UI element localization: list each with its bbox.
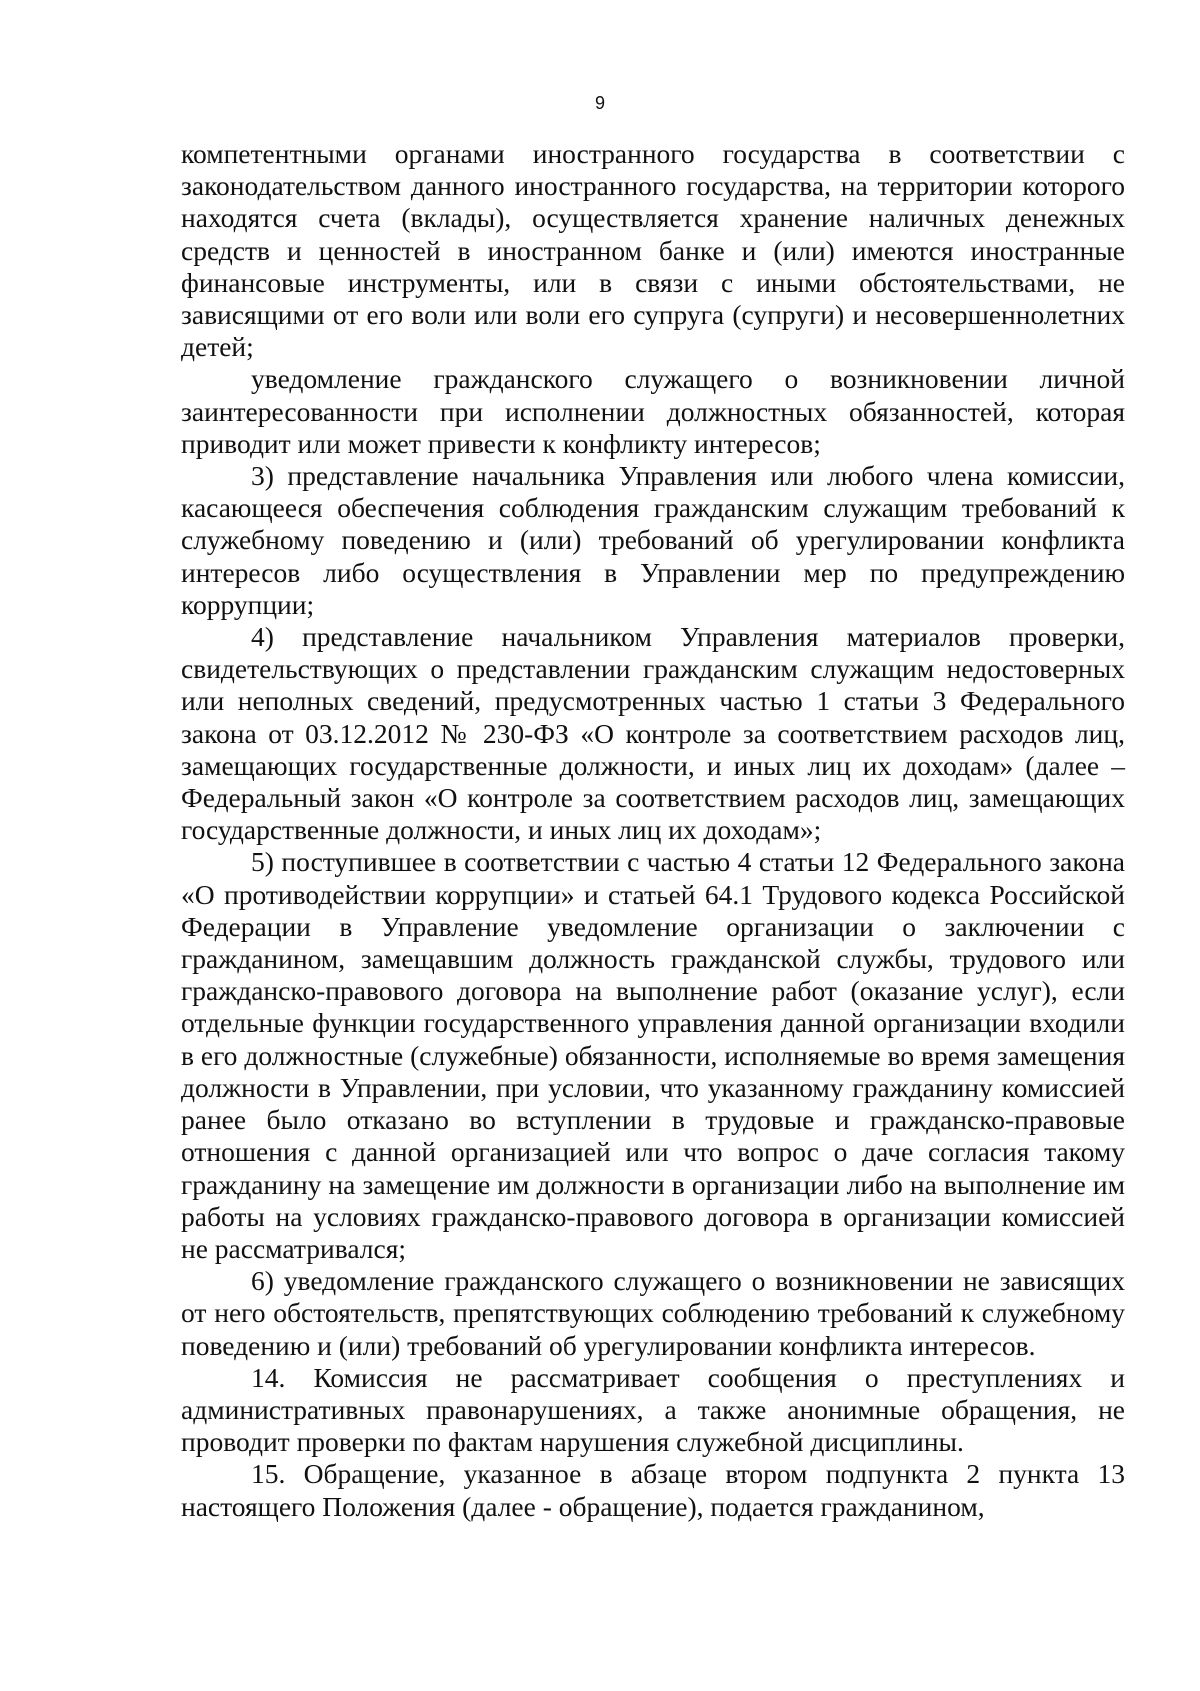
paragraph-item-6: 6) уведомление гражданского служащего о возникновении не зависящих от него обстоятельств, препятствующих соблюдению требований к служебному поведению и (или) требований об урегулировании конфликта интересов. xyxy=(181,1265,1125,1361)
paragraph-clause-15: 15. Обращение, указанное в абзаце втором подпункта 2 пункта 13 настоящего Положения (далее - обращение), подается гражданином, xyxy=(181,1458,1125,1522)
paragraph-clause-14: 14. Комиссия не рассматривает сообщения о преступлениях и административных правонарушениях, а также анонимные обращения, не проводит проверки по фактам нарушения служебной дисциплины. xyxy=(181,1361,1125,1458)
paragraph-conflict-notice: уведомление гражданского служащего о возникновении личной заинтересованности при исполнении должностных обязанностей, которая приводит или может привести к конфликту интересов; xyxy=(181,363,1125,459)
paragraph-item-5: 5) поступившее в соответствии с частью 4 статьи 12 Федерального закона «О противодействии коррупции» и статьей 64.1 Трудового кодекса Российской Федерации в Управление уведомление организации о заключении с гражданином, замещавшим должность гражданской службы, трудового или гражданско-правового договора на выполнение работ (оказание услуг), если отдельные функции государственного управления данной организации входили в его должностные (служебные) обязанности, исполняемые во время замещения должности в Управлении, при условии, что указанному гражданину комиссией ранее было отказано во вступлении в трудовые и гражданско-правовые отношения с данной организацией или что вопрос о даче согласия такому гражданину на замещение им должности в организации либо на выполнение им работы на условиях гражданско-правового договора в организации комиссией не рассматривался; xyxy=(181,846,1125,1264)
paragraph-continuation: компетентными органами иностранного государства в соответствии с законодательством данного иностранного государства, на территории которого находятся счета (вклады), осуществляется хранение наличных денежных средств и ценностей в иностранном банке и (или) имеются иностранные финансовые инструменты, или в связи с иными обстоятельствами, не зависящими от его воли или воли его супруга (супруги) и несовершеннолетних детей; xyxy=(181,138,1125,363)
document-body xyxy=(181,138,1125,1523)
paragraph-item-4: 4) представление начальником Управления материалов проверки, свидетельствующих о представлении гражданским служащим недостоверных или неполных сведений, предусмотренных частью 1 статьи 3 Федерального закона от 03.12.2012 № 230-ФЗ «О контроле за соответствием расходов лиц, замещающих государственные должности, и иных лиц их доходам» (далее – Федеральный закон «О контроле за соответствием расходов лиц, замещающих государственные должности, и иных лиц их доходам»; xyxy=(181,621,1125,846)
page-number: 9 xyxy=(594,93,605,113)
paragraph-item-3: 3) представление начальника Управления или любого члена комиссии, касающееся обеспечения соблюдения гражданским служащим требований к служебному поведению и (или) требований об урегулировании конфликта интересов либо осуществления в Управлении мер по предупреждению коррупции; xyxy=(181,460,1125,620)
